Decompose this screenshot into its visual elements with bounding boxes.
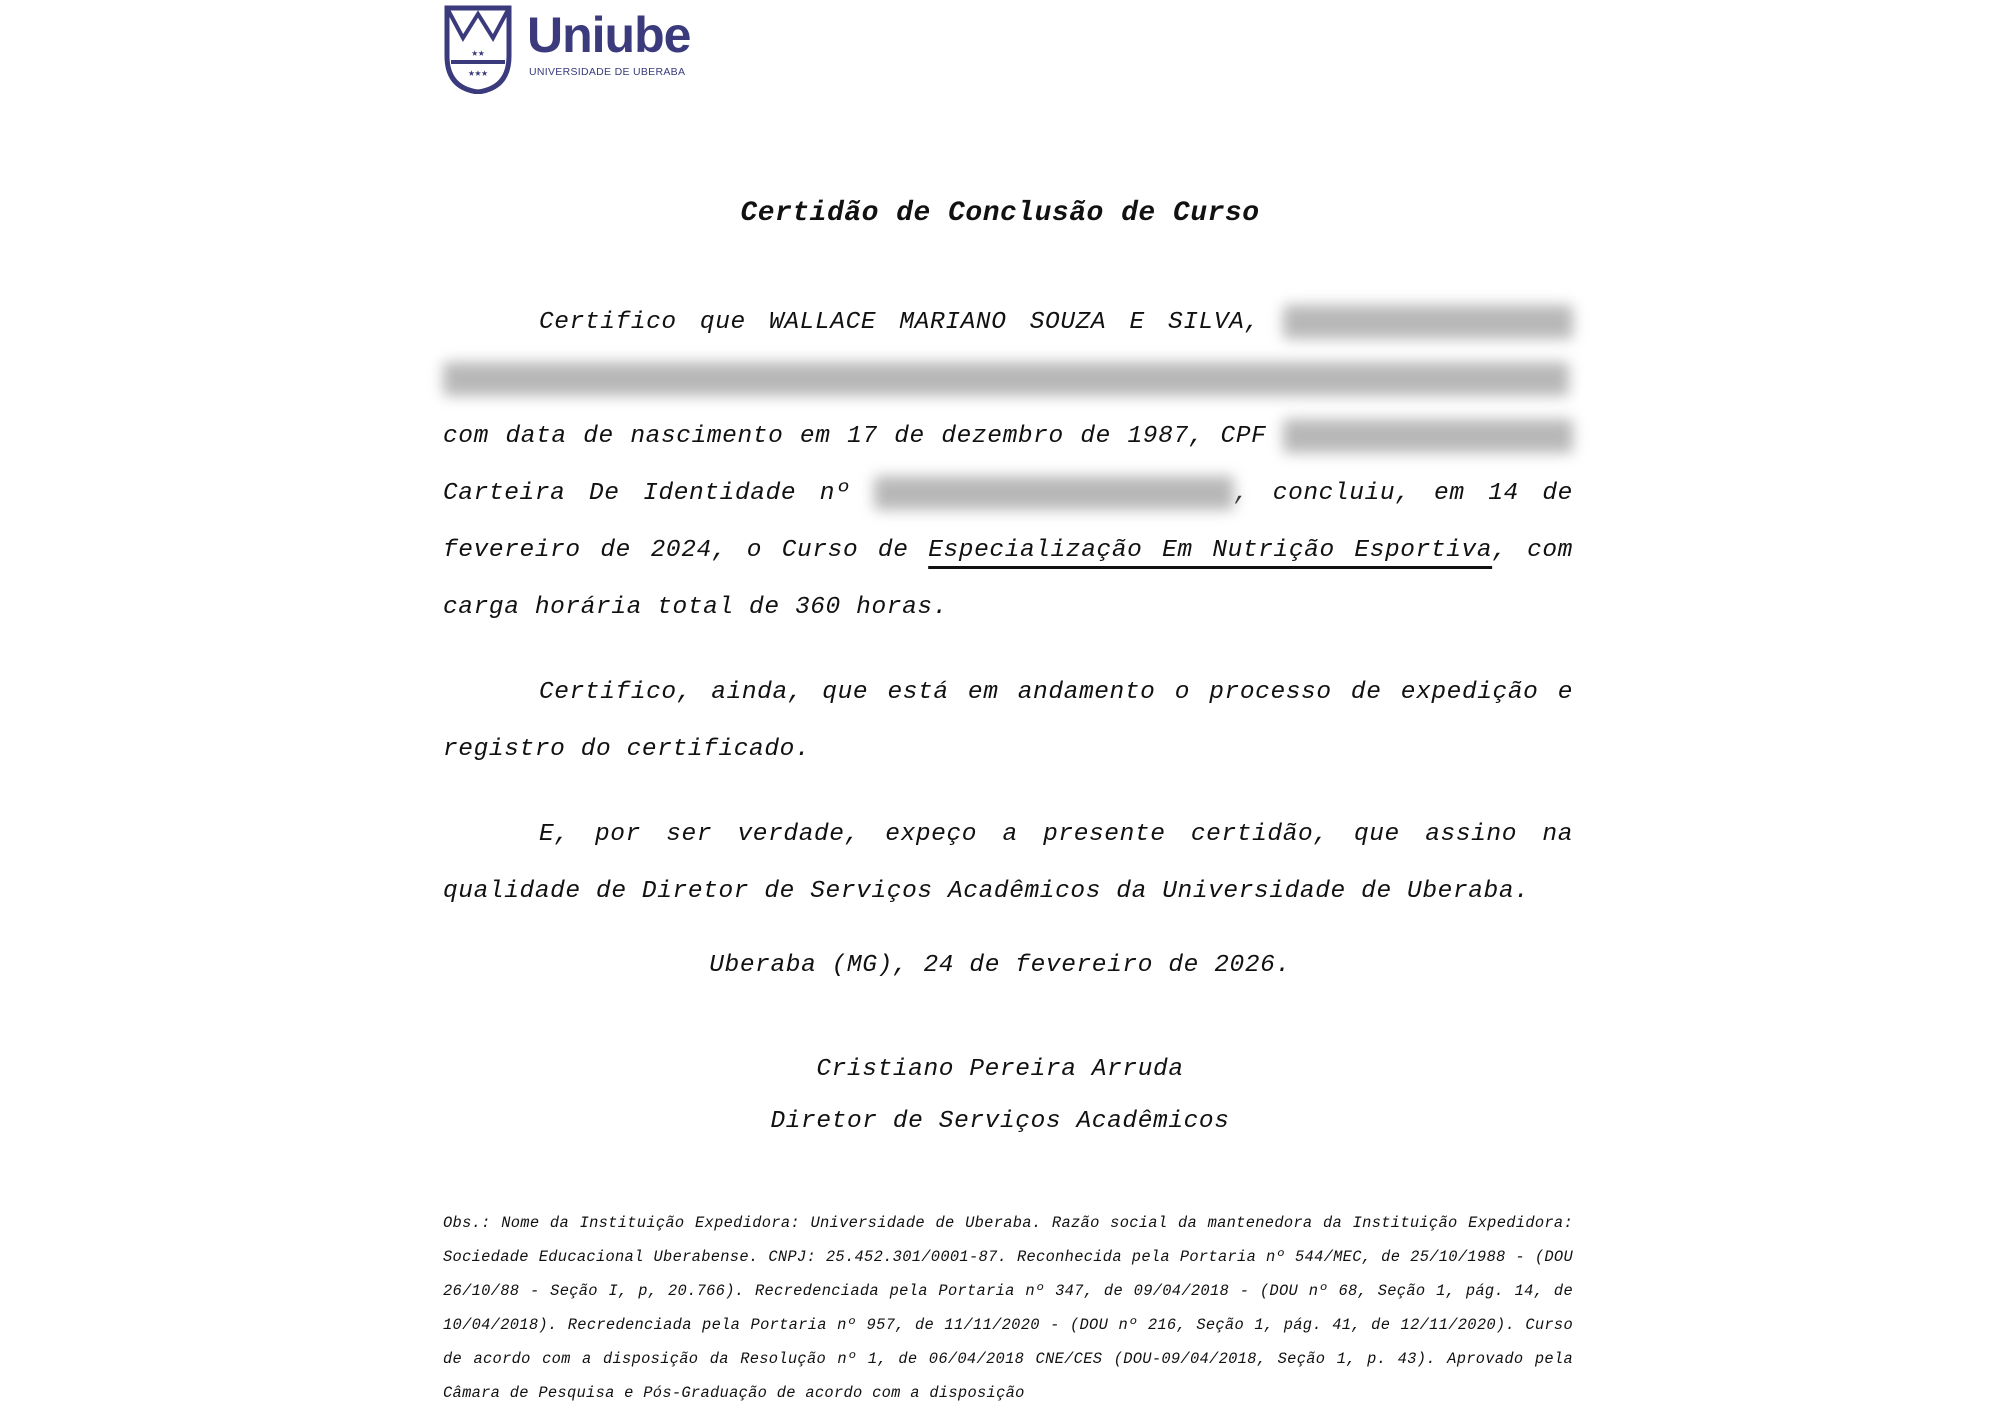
observations-note: Obs.: Nome da Instituição Expedidora: Universidade de Uberaba. Razão social da mantenedora da Instituição Expedidora: Sociedade Educacional Uberabense. CNPJ: 25.452.301/0001-87. Reconhecida pela Portaria nº 544/MEC, de 25/10/1988 - (DOU 26/10/88 - Seção I, p, 20.766). Recredenciada pela Portaria nº 347, de 09/04/2018 - (DOU nº 68, Seção 1, pág. 14, de 10/04/2018). Recredenciada pela Portaria nº 957, de 11/11/2020 - (DOU nº 216, Seção 1, pág. 41, de 12/11/2020). Curso de acordo com a disposição da Resolução nº 1, de 06/04/2018 CNE/CES (DOU-09/04/2018, Seção 1, p. 43). Aprovado pela Câmara de Pesquisa e Pós-Graduação de acordo com a disposição <box>443 1214 1573 1402</box>
redacted-parents-origin <box>443 362 1569 396</box>
shield-stars-icon <box>443 4 513 94</box>
process-text: Certifico, ainda, que está em andamento o processo de expedição e registro do certificado. <box>443 679 1573 763</box>
svg-text:★★: ★★ <box>471 48 485 60</box>
signatory-name: Cristiano Pereira Arruda <box>816 1056 1184 1083</box>
svg-text:★★★: ★★★ <box>468 68 488 80</box>
logo-brand: Uniube <box>527 7 691 63</box>
concluded-text: , concluiu, em 14 de fevereiro de 2024, o Curso de <box>443 480 1573 564</box>
paragraph-process <box>443 664 1573 778</box>
truth-text: E, por ser verdade, expeço a presente certidão, que assino na qualidade de Diretor de Serviços Acadêmicos da Universidade de Uberaba. <box>443 821 1573 905</box>
paragraph-truth <box>443 806 1573 920</box>
id-label: Carteira De Identidade nº <box>443 480 851 507</box>
logo-subtitle: UNIVERSIDADE DE UBERABA <box>529 66 686 78</box>
course-name: Especialização Em Nutrição Esportiva <box>928 537 1493 564</box>
document-title: Certidão de Conclusão de Curso <box>740 198 1260 229</box>
redacted-affiliation <box>1283 305 1573 339</box>
signatory-role: Diretor de Serviços Acadêmicos <box>770 1108 1230 1135</box>
paragraph-certification <box>443 294 1573 636</box>
birth-date-text: com data de nascimento em 17 de dezembro de 1987, CPF <box>443 423 1267 450</box>
hours-text: , com carga horária total de 360 horas. <box>443 537 1573 621</box>
uniube-logo <box>443 4 703 94</box>
redacted-cpf <box>1283 419 1573 453</box>
place-date: Uberaba (MG), 24 de fevereiro de 2026. <box>709 952 1291 979</box>
certification-intro: Certifico que WALLACE MARIANO SOUZA E SILVA, <box>539 309 1260 336</box>
redacted-id-number <box>874 476 1234 510</box>
